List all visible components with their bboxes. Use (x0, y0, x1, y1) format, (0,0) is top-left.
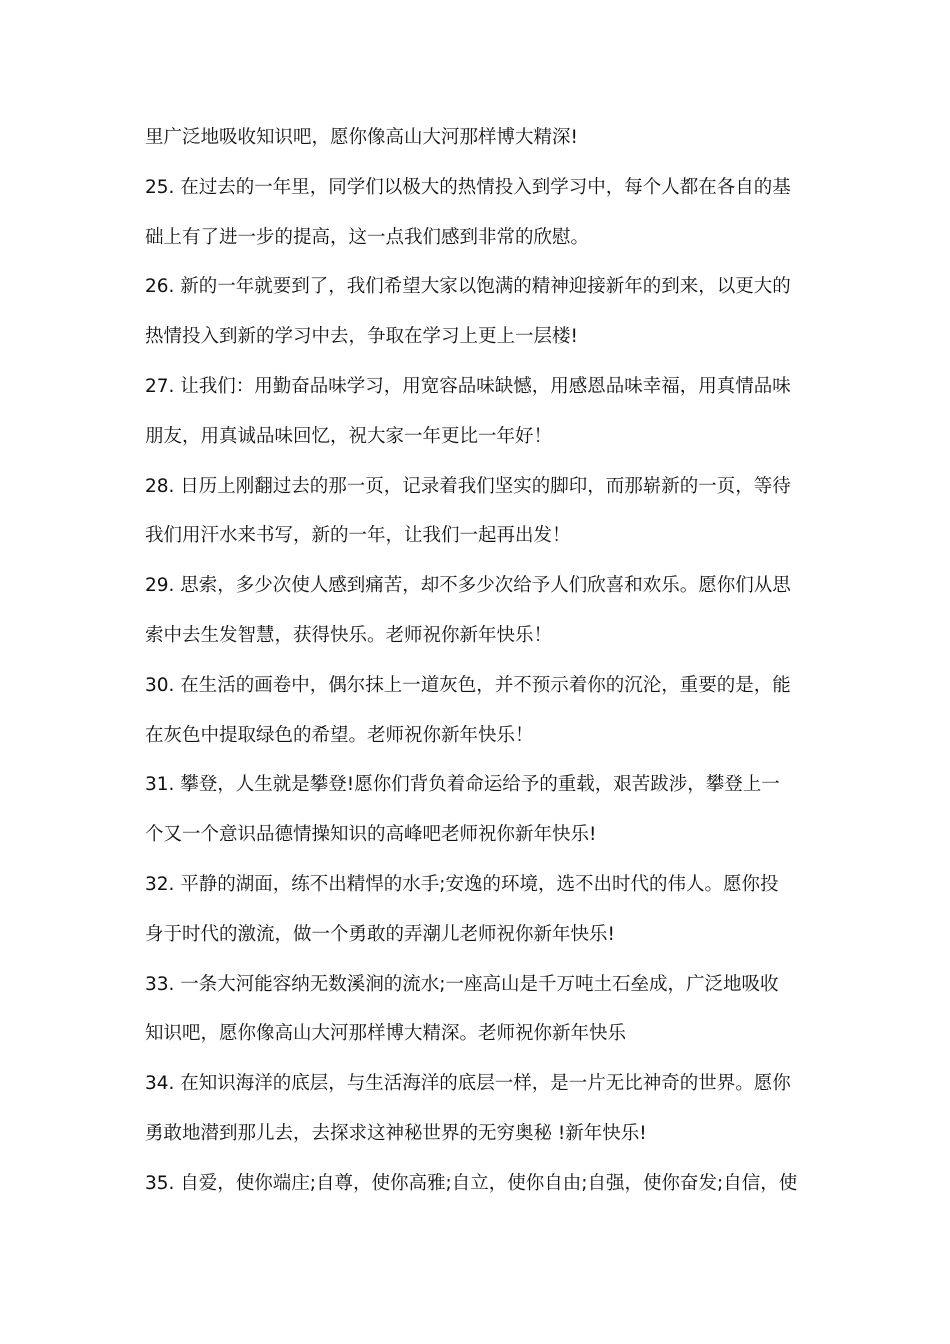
text-line: 朋友，用真诚品味回忆，祝大家一年更比一年好！ (145, 425, 553, 447)
text-line: 知识吧，愿你像高山大河那样博大精深。老师祝你新年快乐 (145, 1023, 627, 1045)
text-line: 28. 日历上刚翻过去的那一页，记录着我们坚实的脚印，而那崭新的一页，等待 (145, 475, 791, 497)
text-line: 27. 让我们：用勤奋品味学习，用宽容品味缺憾，用感恩品味幸福，用真情品味 (145, 375, 791, 397)
text-line: 础上有了进一步的提高，这一点我们感到非常的欣慰。 (145, 226, 590, 248)
text-line: 里广泛地吸收知识吧，愿你像高山大河那样博大精深! (145, 127, 578, 148)
text-line: 热情投入到新的学习中去，争取在学习上更上一层楼! (145, 326, 578, 348)
text-line: 30. 在生活的画卷中，偶尔抹上一道灰色，并不预示着你的沉沦，重要的是，能 (145, 674, 791, 696)
text-line: 33. 一条大河能容纳无数溪涧的流水;一座高山是千万吨土石垒成，广泛地吸收 (145, 973, 779, 995)
text-line: 31. 攀登，人生就是攀登!愿你们背负着命运给予的重载，艰苦跋涉，攀登上一 (145, 774, 780, 796)
text-line: 29. 思索，多少次使人感到痛苦，却不多少次给予人们欣喜和欢乐。愿你们从思 (145, 575, 791, 597)
text-line: 35. 自爱，使你端庄;自尊，使你高雅;自立，使你自由;自强，使你奋发;自信，使 (145, 1172, 798, 1194)
text-line: 索中去生发智慧，获得快乐。老师祝你新年快乐！ (145, 624, 553, 646)
text-line: 26. 新的一年就要到了，我们希望大家以饱满的精神迎接新年的到来，以更大的 (145, 276, 791, 298)
text-line: 个又一个意识品德情操知识的高峰吧老师祝你新年快乐! (145, 824, 597, 846)
text-line: 25. 在过去的一年里，同学们以极大的热情投入到学习中，每个人都在各自的基 (145, 176, 791, 198)
text-line: 我们用汗水来书写，新的一年，让我们一起再出发！ (145, 525, 571, 547)
text-line: 在灰色中提取绿色的希望。老师祝你新年快乐！ (145, 724, 534, 746)
text-line: 34. 在知识海洋的底层，与生活海洋的底层一样，是一片无比神奇的世界。愿你 (145, 1073, 791, 1095)
document-body (145, 113, 809, 1209)
text-line: 勇敢地潜到那儿去，去探求这神秘世界的无穷奥秘 !新年快乐! (145, 1122, 647, 1144)
text-line: 32. 平静的湖面，练不出精悍的水手;安逸的环境，选不出时代的伟人。愿你投 (145, 873, 779, 895)
text-line: 身于时代的激流，做一个勇敢的弄潮儿老师祝你新年快乐! (145, 923, 615, 945)
